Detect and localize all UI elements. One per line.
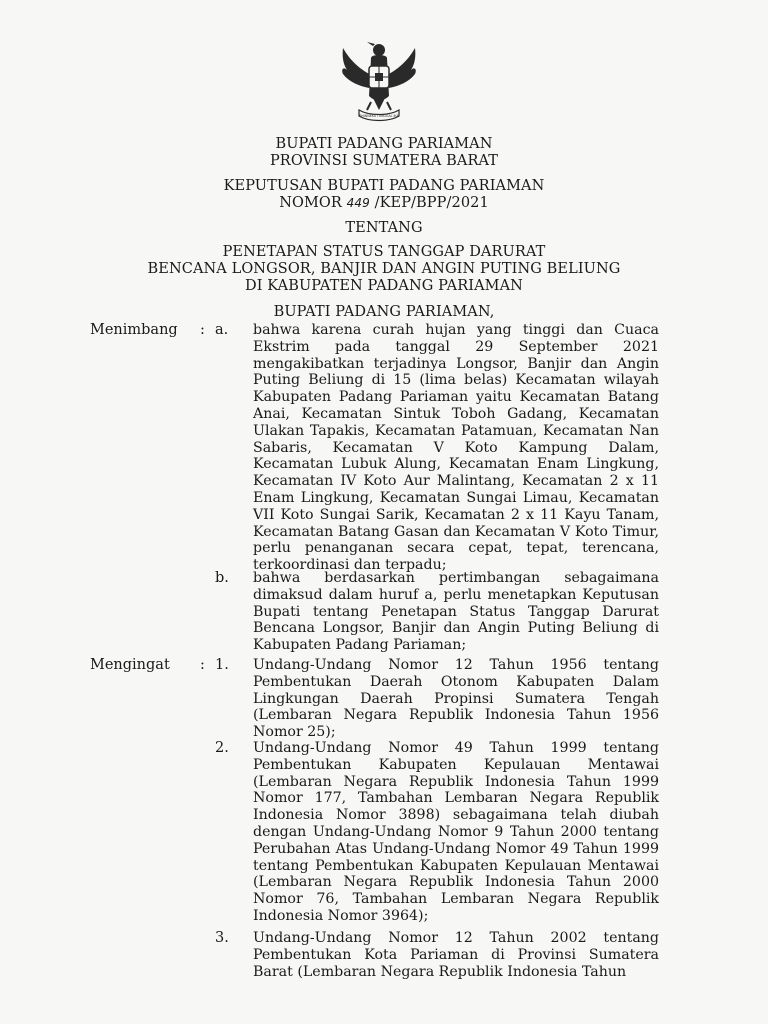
office-name: BUPATI PADANG PARIAMAN	[275, 136, 493, 152]
remembering-label: Mengingat	[90, 657, 170, 673]
decree-title: KEPUTUSAN BUPATI PADANG PARIAMAN	[223, 178, 545, 194]
decree-number-suffix: /KEP/BPP/2021	[374, 195, 489, 211]
remembering-marker-1: 1.	[215, 657, 229, 673]
garuda-emblem-icon	[333, 36, 425, 124]
remembering-item-3: Undang-Undang Nomor 12 Tahun 2002 tentang Pembentukan Kota Pariaman di Provinsi Sumatera Barat (Lembaran Negara Republik Indonesia Tahun	[253, 930, 659, 980]
remembering-colon: :	[200, 657, 205, 673]
subject-line-1: PENETAPAN STATUS TANGGAP DARURAT	[222, 244, 546, 260]
remembering-marker-3: 3.	[215, 930, 229, 946]
considering-item-b: bahwa berdasarkan pertimbangan sebagaimana dimaksud dalam huruf a, perlu menetapkan Keputusan Bupati tentang Penetapan Status Tanggap Darurat Bencana Longsor, Banjir dan Angin Puting Beliung di Kabupaten Padang Pariaman;	[253, 570, 659, 654]
considering-item-a: bahwa karena curah hujan yang tinggi dan Cuaca Ekstrim pada tanggal 29 September 2021 mengakibatkan terjadinya Longsor, Banjir dan Angin Puting Beliung di 15 (lima belas) Kecamatan wilayah Kabupaten Padang Pariaman yaitu Kecamatan Batang Anai, Kecamatan Sintuk Toboh Gadang, Kecamatan Ulakan Tapakis, Kecamatan Patamuan, Kecamatan Nan Sabaris, Kecamatan V Koto Kampung Dalam, Kecamatan Lubuk Alung, Kecamatan Enam Lingkung, Kecamatan IV Koto Aur Malintang, Kecamatan 2 x 11 Enam Lingkung, Kecamatan Sungai Limau, Kecamatan VII Koto Sungai Sarik, Kecamatan 2 x 11 Kayu Tanam, Kecamatan Batang Gasan dan Kecamatan V Koto Timur, perlu penanganan secara cepat, tepat, terencana, terkoordinasi dan terpadu;	[253, 322, 659, 574]
considering-marker-a: a.	[215, 322, 229, 338]
decree-number-prefix: NOMOR	[279, 195, 342, 211]
issuer-line: BUPATI PADANG PARIAMAN,	[273, 304, 495, 320]
subject-line-3: DI KABUPATEN PADANG PARIAMAN	[245, 278, 523, 294]
province-name: PROVINSI SUMATERA BARAT	[269, 153, 499, 169]
remembering-item-2: Undang-Undang Nomor 49 Tahun 1999 tentang Pembentukan Kabupaten Kepulauan Mentawai (Lembaran Negara Republik Indonesia Tahun 1999 Nomor 177, Tambahan Lembaran Negara Republik Indonesia Nomor 3898) sebagaimana telah diubah dengan Undang-Undang Nomor 9 Tahun 2000 tentang Perubahan Atas Undang-Undang Nomor 49 Tahun 1999 tentang Pembentukan Kabupaten Kepulauan Mentawai (Lembaran Negara Republik Indonesia Tahun 2000 Nomor 76, Tambahan Lembaran Negara Republik Indonesia Nomor 3964);	[253, 740, 659, 924]
remembering-item-1: Undang-Undang Nomor 12 Tahun 1956 tentang Pembentukan Daerah Otonom Kabupaten Dalam Lingkungan Daerah Propinsi Sumatera Tengah (Lembaran Negara Republik Indonesia Tahun 1956 Nomor 25);	[253, 657, 659, 741]
decree-number	[0, 195, 768, 212]
considering-colon: :	[200, 322, 205, 338]
subject-line-2: BENCANA LONGSOR, BANJIR DAN ANGIN PUTING BELIUNG	[147, 261, 621, 277]
emblem-ribbon-text: BHINNEKA TUNGGAL IKA	[359, 114, 399, 118]
considering-marker-b: b.	[215, 570, 229, 586]
about-heading: TENTANG	[345, 220, 423, 236]
considering-label: Menimbang	[90, 322, 178, 338]
decree-number-handwritten: 449	[346, 196, 370, 210]
remembering-marker-2: 2.	[215, 740, 229, 756]
